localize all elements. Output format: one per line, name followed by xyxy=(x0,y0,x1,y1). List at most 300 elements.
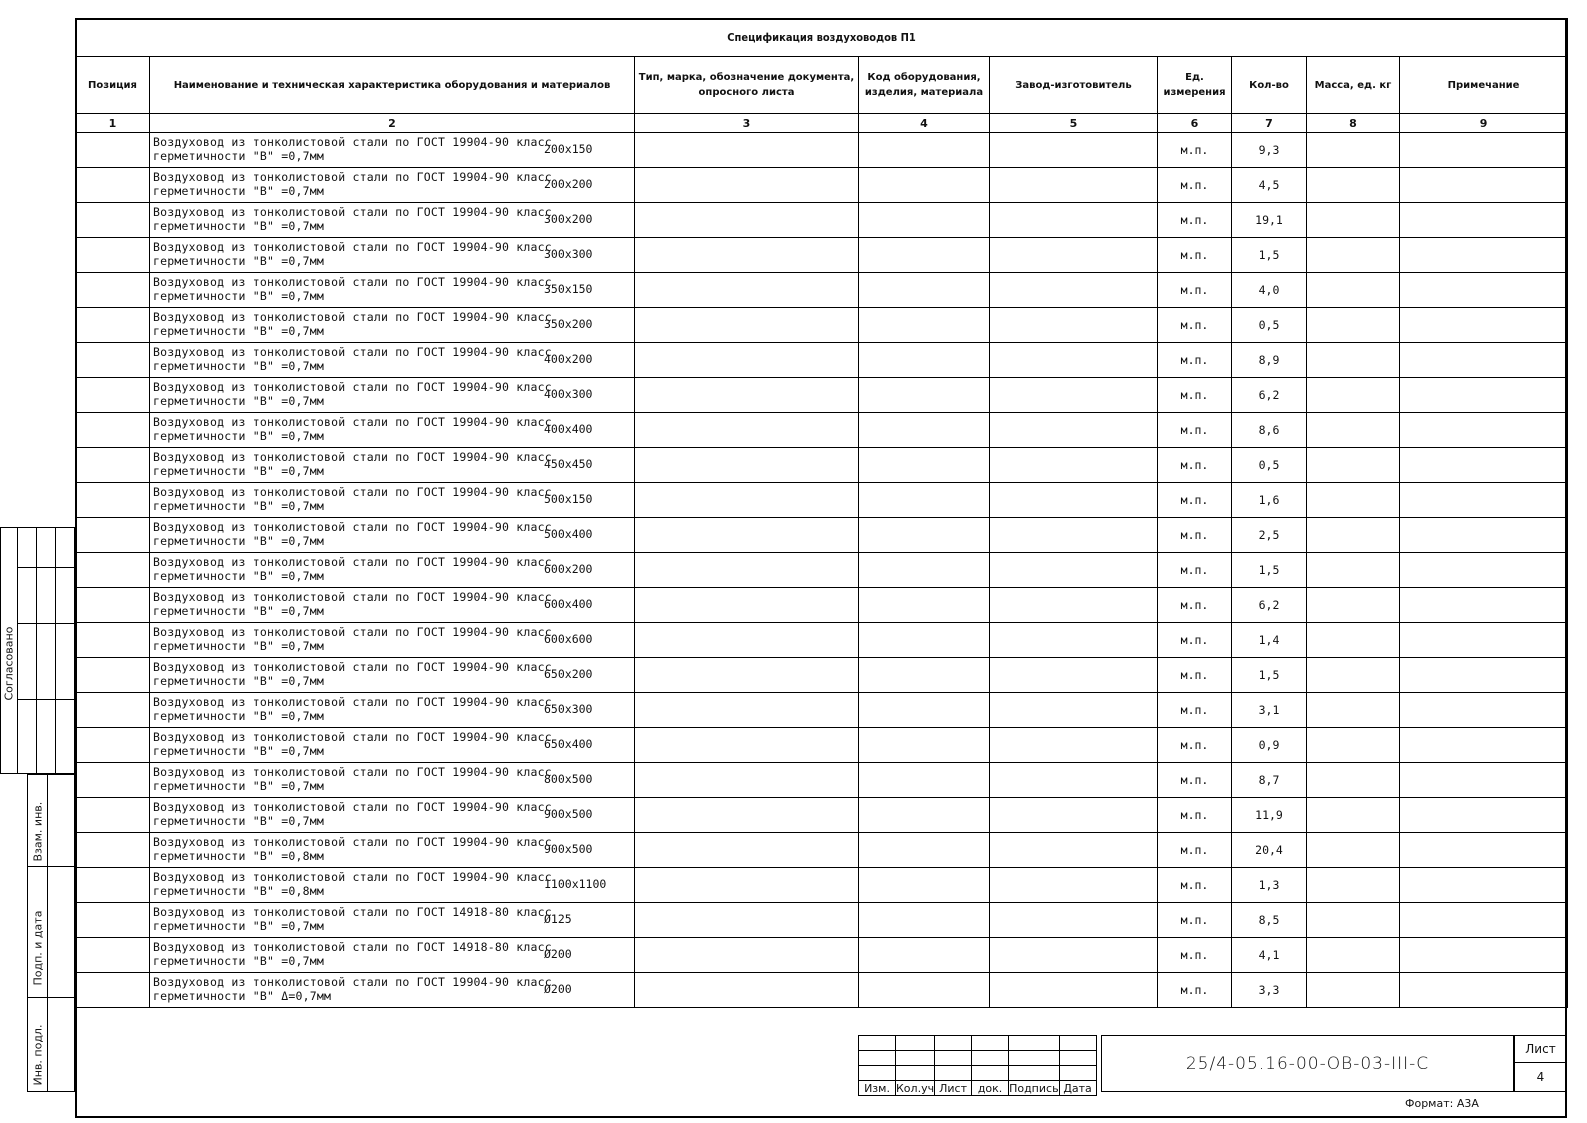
unit-cell: м.п. xyxy=(1158,238,1232,273)
unit-cell: м.п. xyxy=(1158,903,1232,938)
item-name-line2: герметичности "В" =0,7мм xyxy=(153,779,324,793)
table-row xyxy=(76,518,1568,553)
position-cell xyxy=(76,343,150,378)
item-name xyxy=(153,240,552,268)
type-cell xyxy=(635,168,859,203)
name-cell xyxy=(150,168,635,203)
type-cell xyxy=(635,518,859,553)
item-name-line1: Воздуховод из тонколистовой стали по ГОСТ 19904-90 класс xyxy=(153,870,552,884)
col-number: 6 xyxy=(1158,114,1232,133)
type-cell xyxy=(635,378,859,413)
code-cell xyxy=(859,553,990,588)
name-cell xyxy=(150,728,635,763)
item-name xyxy=(153,765,552,793)
code-cell xyxy=(859,343,990,378)
item-name-line2: герметичности "В" =0,8мм xyxy=(153,849,324,863)
item-name-line2: герметичности "В" =0,7мм xyxy=(153,954,324,968)
item-name-line1: Воздуховод из тонколистовой стали по ГОСТ 19904-90 класс xyxy=(153,660,552,674)
item-name-line2: герметичности "В" =0,7мм xyxy=(153,359,324,373)
manufacturer-cell xyxy=(990,518,1158,553)
name-cell xyxy=(150,938,635,973)
mass-cell xyxy=(1307,588,1400,623)
note-cell xyxy=(1400,903,1568,938)
note-cell xyxy=(1400,133,1568,168)
note-cell xyxy=(1400,308,1568,343)
item-name-line1: Воздуховод из тонколистовой стали по ГОСТ 19904-90 класс xyxy=(153,730,552,744)
mass-cell xyxy=(1307,728,1400,763)
code-cell xyxy=(859,588,990,623)
manufacturer-cell xyxy=(990,903,1158,938)
item-name-line2: герметичности "В" =0,7мм xyxy=(153,919,324,933)
manufacturer-cell xyxy=(990,168,1158,203)
position-cell xyxy=(76,658,150,693)
manufacturer-cell xyxy=(990,833,1158,868)
table-row xyxy=(76,798,1568,833)
table-title: Спецификация воздуховодов П1 xyxy=(76,19,1568,57)
item-name-line2: герметичности "В" =0,7мм xyxy=(153,149,324,163)
item-name-line2: герметичности "В" =0,7мм xyxy=(153,219,324,233)
manufacturer-cell xyxy=(990,868,1158,903)
position-cell xyxy=(76,378,150,413)
code-cell xyxy=(859,973,990,1008)
note-cell xyxy=(1400,343,1568,378)
manufacturer-cell xyxy=(990,483,1158,518)
manufacturer-cell xyxy=(990,413,1158,448)
table-row xyxy=(76,273,1568,308)
name-cell xyxy=(150,238,635,273)
manufacturer-cell xyxy=(990,343,1158,378)
item-size: 350x150 xyxy=(544,282,593,296)
item-name-line1: Воздуховод из тонколистовой стали по ГОСТ 19904-90 класс xyxy=(153,450,552,464)
note-cell xyxy=(1400,518,1568,553)
type-cell xyxy=(635,588,859,623)
qty-cell: 20,4 xyxy=(1232,833,1307,868)
note-cell xyxy=(1400,203,1568,238)
qty-cell: 1,5 xyxy=(1232,658,1307,693)
name-cell xyxy=(150,588,635,623)
unit-cell: м.п. xyxy=(1158,833,1232,868)
label-doc: док. xyxy=(972,1081,1009,1096)
unit-cell: м.п. xyxy=(1158,133,1232,168)
unit-cell: м.п. xyxy=(1158,973,1232,1008)
item-name xyxy=(153,590,552,618)
qty-cell: 8,7 xyxy=(1232,763,1307,798)
code-cell xyxy=(859,903,990,938)
item-name-line2: герметичности "В" =0,7мм xyxy=(153,814,324,828)
item-name xyxy=(153,555,552,583)
item-name-line2: герметичности "В" =0,7мм xyxy=(153,254,324,268)
type-cell xyxy=(635,833,859,868)
type-cell xyxy=(635,553,859,588)
type-cell xyxy=(635,658,859,693)
code-cell xyxy=(859,308,990,343)
position-cell xyxy=(76,483,150,518)
table-row xyxy=(76,378,1568,413)
position-cell xyxy=(76,973,150,1008)
manufacturer-cell xyxy=(990,938,1158,973)
item-name-line1: Воздуховод из тонколистовой стали по ГОСТ 19904-90 класс xyxy=(153,625,552,639)
unit-cell: м.п. xyxy=(1158,483,1232,518)
item-size: 800x500 xyxy=(544,772,593,786)
item-name-line1: Воздуховод из тонколистовой стали по ГОСТ 19904-90 класс xyxy=(153,415,552,429)
table-row xyxy=(76,168,1568,203)
manufacturer-cell xyxy=(990,623,1158,658)
position-cell xyxy=(76,798,150,833)
qty-cell: 4,0 xyxy=(1232,273,1307,308)
qty-cell: 6,2 xyxy=(1232,378,1307,413)
qty-cell: 3,3 xyxy=(1232,973,1307,1008)
type-cell xyxy=(635,623,859,658)
column-number-row xyxy=(76,114,1568,133)
manufacturer-cell xyxy=(990,973,1158,1008)
table-row xyxy=(76,903,1568,938)
item-size: 500x150 xyxy=(544,492,593,506)
col-number: 9 xyxy=(1400,114,1568,133)
table-row xyxy=(76,203,1568,238)
item-name-line2: герметичности "В" =0,7мм xyxy=(153,289,324,303)
item-name-line2: герметичности "В" =0,7мм xyxy=(153,394,324,408)
unit-cell: м.п. xyxy=(1158,308,1232,343)
mass-cell xyxy=(1307,448,1400,483)
note-cell xyxy=(1400,553,1568,588)
table-row xyxy=(76,413,1568,448)
unit-cell: м.п. xyxy=(1158,168,1232,203)
item-name-line1: Воздуховод из тонколистовой стали по ГОСТ 19904-90 класс xyxy=(153,590,552,604)
code-cell xyxy=(859,238,990,273)
unit-cell: м.п. xyxy=(1158,728,1232,763)
item-name-line2: герметичности "В" =0,7мм xyxy=(153,639,324,653)
code-cell xyxy=(859,658,990,693)
name-cell xyxy=(150,133,635,168)
item-name-line1: Воздуховод из тонколистовой стали по ГОСТ 19904-90 класс xyxy=(153,975,552,989)
table-row xyxy=(76,308,1568,343)
unit-cell: м.п. xyxy=(1158,763,1232,798)
manufacturer-cell xyxy=(990,763,1158,798)
item-name xyxy=(153,625,552,653)
position-cell xyxy=(76,448,150,483)
item-name-line1: Воздуховод из тонколистовой стали по ГОСТ 19904-90 класс xyxy=(153,275,552,289)
format-label: Формат: А3А xyxy=(1405,1097,1479,1110)
item-name xyxy=(153,345,552,373)
qty-cell: 1,3 xyxy=(1232,868,1307,903)
name-cell xyxy=(150,448,635,483)
item-name xyxy=(153,730,552,758)
code-cell xyxy=(859,763,990,798)
position-cell xyxy=(76,133,150,168)
label-date: Дата xyxy=(1059,1081,1096,1096)
item-name xyxy=(153,205,552,233)
position-cell xyxy=(76,203,150,238)
signature-date-label: Подп. и дата xyxy=(31,910,45,986)
item-size: 400x400 xyxy=(544,422,593,436)
qty-cell: 0,5 xyxy=(1232,448,1307,483)
col-number: 3 xyxy=(635,114,859,133)
qty-cell: 1,5 xyxy=(1232,238,1307,273)
item-name-line1: Воздуховод из тонколистовой стали по ГОСТ 19904-90 класс xyxy=(153,555,552,569)
col-number: 7 xyxy=(1232,114,1307,133)
qty-cell: 11,9 xyxy=(1232,798,1307,833)
manufacturer-cell xyxy=(990,693,1158,728)
note-cell xyxy=(1400,168,1568,203)
name-cell xyxy=(150,693,635,728)
type-cell xyxy=(635,938,859,973)
replacement-inv-label: Взам. инв. xyxy=(31,801,45,862)
item-name-line2: герметичности "В" =0,7мм xyxy=(153,429,324,443)
note-cell xyxy=(1400,833,1568,868)
position-cell xyxy=(76,728,150,763)
code-cell xyxy=(859,868,990,903)
unit-cell: м.п. xyxy=(1158,378,1232,413)
qty-cell: 19,1 xyxy=(1232,203,1307,238)
item-name-line2: герметичности "В" =0,7мм xyxy=(153,184,324,198)
name-cell xyxy=(150,623,635,658)
mass-cell xyxy=(1307,168,1400,203)
item-name xyxy=(153,835,552,863)
qty-cell: 1,6 xyxy=(1232,483,1307,518)
note-cell xyxy=(1400,868,1568,903)
code-cell xyxy=(859,168,990,203)
code-cell xyxy=(859,133,990,168)
unit-cell: м.п. xyxy=(1158,518,1232,553)
original-inv-label: Инв. подл. xyxy=(31,1024,45,1086)
item-name-line1: Воздуховод из тонколистовой стали по ГОСТ 14918-80 класс xyxy=(153,940,552,954)
item-size: 450x450 xyxy=(544,457,593,471)
item-name-line2: герметичности "В" =0,7мм xyxy=(153,744,324,758)
table-row xyxy=(76,588,1568,623)
type-cell xyxy=(635,903,859,938)
manufacturer-cell xyxy=(990,378,1158,413)
item-size: 650x300 xyxy=(544,702,593,716)
item-name xyxy=(153,170,552,198)
header-note: Примечание xyxy=(1400,57,1568,114)
position-cell xyxy=(76,588,150,623)
label-count: Кол.уч xyxy=(896,1081,935,1095)
col-number: 2 xyxy=(150,114,635,133)
mass-cell xyxy=(1307,833,1400,868)
header-code: Код оборудования, изделия, материала xyxy=(859,57,990,114)
code-cell xyxy=(859,728,990,763)
table-row xyxy=(76,238,1568,273)
note-cell xyxy=(1400,693,1568,728)
manufacturer-cell xyxy=(990,238,1158,273)
item-name-line1: Воздуховод из тонколистовой стали по ГОСТ 19904-90 класс xyxy=(153,695,552,709)
code-cell xyxy=(859,938,990,973)
item-size: 650x400 xyxy=(544,737,593,751)
item-name xyxy=(153,275,552,303)
position-cell xyxy=(76,833,150,868)
item-name xyxy=(153,380,552,408)
mass-cell xyxy=(1307,903,1400,938)
item-size: 300x200 xyxy=(544,212,593,226)
unit-cell: м.п. xyxy=(1158,868,1232,903)
name-cell xyxy=(150,763,635,798)
mass-cell xyxy=(1307,343,1400,378)
position-cell xyxy=(76,308,150,343)
qty-cell: 4,5 xyxy=(1232,168,1307,203)
item-name-line1: Воздуховод из тонколистовой стали по ГОСТ 19904-90 класс xyxy=(153,170,552,184)
table-row xyxy=(76,133,1568,168)
mass-cell xyxy=(1307,238,1400,273)
mass-cell xyxy=(1307,693,1400,728)
item-size: 600x600 xyxy=(544,632,593,646)
manufacturer-cell xyxy=(990,588,1158,623)
item-name-line1: Воздуховод из тонколистовой стали по ГОСТ 19904-90 класс xyxy=(153,135,552,149)
item-name xyxy=(153,975,552,1003)
table-row xyxy=(76,833,1568,868)
sheet-number-box xyxy=(1514,1035,1567,1092)
manufacturer-cell xyxy=(990,658,1158,693)
position-cell xyxy=(76,238,150,273)
name-cell xyxy=(150,798,635,833)
col-number: 1 xyxy=(76,114,150,133)
item-name-line1: Воздуховод из тонколистовой стали по ГОСТ 19904-90 класс xyxy=(153,310,552,324)
position-cell xyxy=(76,273,150,308)
item-name xyxy=(153,905,552,933)
item-name-line1: Воздуховод из тонколистовой стали по ГОСТ 19904-90 класс xyxy=(153,765,552,779)
label-signature: Подпись xyxy=(1009,1081,1059,1095)
manufacturer-cell xyxy=(990,448,1158,483)
mass-cell xyxy=(1307,798,1400,833)
code-cell xyxy=(859,518,990,553)
mass-cell xyxy=(1307,133,1400,168)
qty-cell: 8,5 xyxy=(1232,903,1307,938)
col-number: 8 xyxy=(1307,114,1400,133)
item-name-line2: герметичности "В" =0,7мм xyxy=(153,464,324,478)
item-name xyxy=(153,870,552,898)
type-cell xyxy=(635,238,859,273)
code-cell xyxy=(859,448,990,483)
item-name xyxy=(153,520,552,548)
name-cell xyxy=(150,273,635,308)
item-size: 600x200 xyxy=(544,562,593,576)
position-cell xyxy=(76,938,150,973)
name-cell xyxy=(150,553,635,588)
code-cell xyxy=(859,203,990,238)
item-size: Ø200 xyxy=(544,947,572,961)
type-cell xyxy=(635,798,859,833)
position-cell xyxy=(76,518,150,553)
table-row xyxy=(76,448,1568,483)
item-name xyxy=(153,415,552,443)
qty-cell: 3,1 xyxy=(1232,693,1307,728)
type-cell xyxy=(635,343,859,378)
unit-cell: м.п. xyxy=(1158,273,1232,308)
item-name-line1: Воздуховод из тонколистовой стали по ГОСТ 19904-90 класс xyxy=(153,240,552,254)
mass-cell xyxy=(1307,308,1400,343)
code-cell xyxy=(859,798,990,833)
position-cell xyxy=(76,903,150,938)
table-row xyxy=(76,343,1568,378)
header-qty: Кол-во xyxy=(1232,57,1307,114)
position-cell xyxy=(76,413,150,448)
position-cell xyxy=(76,868,150,903)
note-cell xyxy=(1400,973,1568,1008)
position-cell xyxy=(76,623,150,658)
header-position: Позиция xyxy=(76,57,150,114)
note-cell xyxy=(1400,413,1568,448)
label-change: Изм. xyxy=(859,1081,896,1096)
position-cell xyxy=(76,763,150,798)
item-name-line2: герметичности "В" =0,7мм xyxy=(153,499,324,513)
code-cell xyxy=(859,378,990,413)
table-row xyxy=(76,763,1568,798)
mass-cell xyxy=(1307,483,1400,518)
item-size: 350x200 xyxy=(544,317,593,331)
item-name-line2: герметичности "В" =0,8мм xyxy=(153,884,324,898)
sheet-number: 4 xyxy=(1536,1070,1545,1084)
item-name xyxy=(153,800,552,828)
note-cell xyxy=(1400,238,1568,273)
note-cell xyxy=(1400,378,1568,413)
item-name-line2: герметичности "В" =0,7мм xyxy=(153,604,324,618)
type-cell xyxy=(635,133,859,168)
mass-cell xyxy=(1307,658,1400,693)
qty-cell: 2,5 xyxy=(1232,518,1307,553)
item-size: 200x200 xyxy=(544,177,593,191)
note-cell xyxy=(1400,483,1568,518)
type-cell xyxy=(635,273,859,308)
qty-cell: 0,5 xyxy=(1232,308,1307,343)
manufacturer-cell xyxy=(990,728,1158,763)
mass-cell xyxy=(1307,378,1400,413)
manufacturer-cell xyxy=(990,308,1158,343)
header-mass: Масса, ед. кг xyxy=(1307,57,1400,114)
document-code: 25/4-05.16-00-ОВ-03-III-С xyxy=(1101,1035,1514,1092)
item-size: 900x500 xyxy=(544,807,593,821)
type-cell xyxy=(635,693,859,728)
specification-table xyxy=(75,18,1568,1008)
item-name-line1: Воздуховод из тонколистовой стали по ГОСТ 19904-90 класс xyxy=(153,800,552,814)
label-sheet: Лист xyxy=(935,1081,972,1096)
item-name xyxy=(153,135,552,163)
qty-cell: 6,2 xyxy=(1232,588,1307,623)
item-size: 300x300 xyxy=(544,247,593,261)
qty-cell: 0,9 xyxy=(1232,728,1307,763)
item-name-line1: Воздуховод из тонколистовой стали по ГОСТ 19904-90 класс xyxy=(153,205,552,219)
mass-cell xyxy=(1307,203,1400,238)
name-cell xyxy=(150,973,635,1008)
unit-cell: м.п. xyxy=(1158,623,1232,658)
manufacturer-cell xyxy=(990,798,1158,833)
item-name xyxy=(153,485,552,513)
header-type: Тип, марка, обозначение документа, опросного листа xyxy=(635,57,859,114)
item-size: Ø200 xyxy=(544,982,572,996)
item-name xyxy=(153,695,552,723)
unit-cell: м.п. xyxy=(1158,938,1232,973)
item-name-line2: герметичности "В" =0,7мм xyxy=(153,674,324,688)
name-cell xyxy=(150,378,635,413)
type-cell xyxy=(635,728,859,763)
item-name-line1: Воздуховод из тонколистовой стали по ГОСТ 19904-90 класс xyxy=(153,485,552,499)
item-size: 400x200 xyxy=(544,352,593,366)
qty-cell: 4,1 xyxy=(1232,938,1307,973)
item-size: 900x500 xyxy=(544,842,593,856)
name-cell xyxy=(150,308,635,343)
table-body xyxy=(76,133,1568,1008)
unit-cell: м.п. xyxy=(1158,343,1232,378)
type-cell xyxy=(635,973,859,1008)
item-name-line1: Воздуховод из тонколистовой стали по ГОСТ 19904-90 класс xyxy=(153,520,552,534)
unit-cell: м.п. xyxy=(1158,448,1232,483)
item-name-line2: герметичности "В" =0,7мм xyxy=(153,569,324,583)
mass-cell xyxy=(1307,413,1400,448)
note-cell xyxy=(1400,938,1568,973)
name-cell xyxy=(150,483,635,518)
name-cell xyxy=(150,658,635,693)
item-size: 650x200 xyxy=(544,667,593,681)
code-cell xyxy=(859,833,990,868)
code-cell xyxy=(859,483,990,518)
